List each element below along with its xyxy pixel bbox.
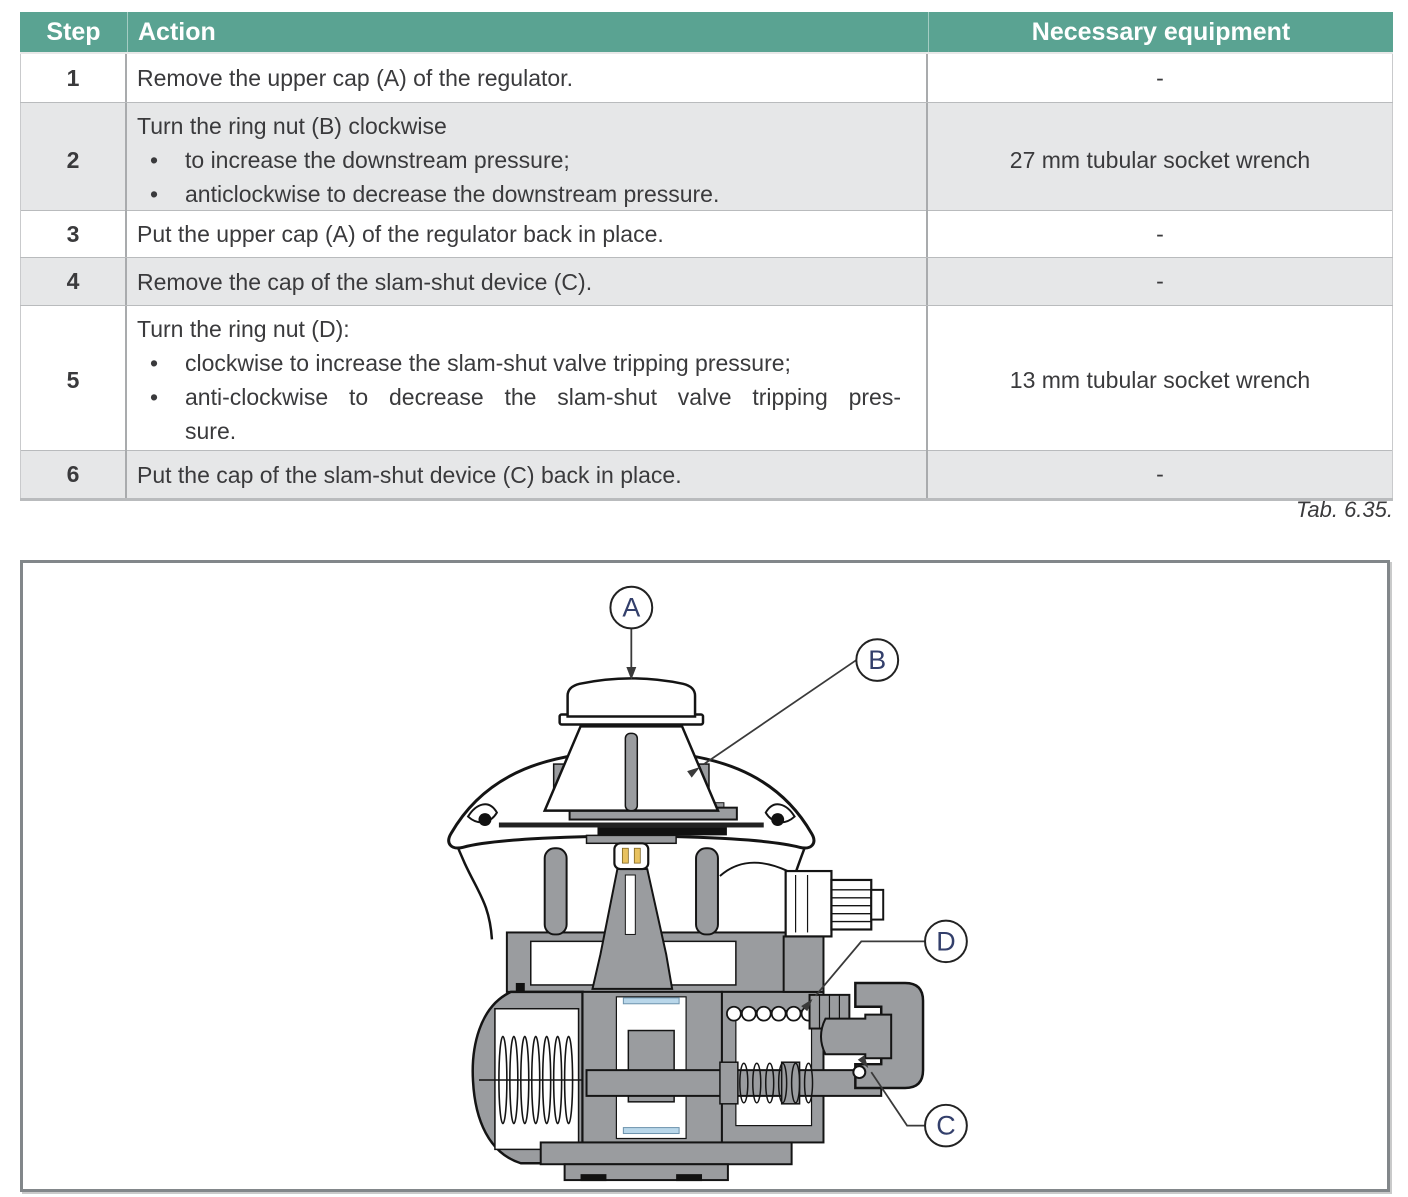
label-b: B [868,645,887,675]
seal-blue-bottom [623,1128,679,1134]
header-equipment: Necessary equipment [928,12,1393,52]
step-number: 5 [20,306,127,454]
equipment-cell: - [928,258,1393,305]
step-number: 2 [20,103,127,217]
regulator-drawing [449,678,923,1181]
action-cell [127,306,928,454]
bullet-icon [150,380,185,414]
bullet-icon [150,346,185,380]
callout-a [610,587,652,680]
equipment-cell: 27 mm tubular socket wrench [928,103,1393,217]
table-row [20,210,1393,257]
upper-cap [545,678,718,810]
step-number: 3 [20,211,127,257]
bullet-icon [150,143,185,177]
callout-b [687,639,898,777]
action-text: sure. [185,418,237,444]
table-body [20,52,1393,501]
action-text: anti-clockwise to decrease the slam-shut valve tripping pres- [185,384,901,410]
fixture-yellow-bar [622,848,628,863]
action-text: Put the cap of the slam-shut device (C) back in place. [137,461,682,488]
action-text: Turn the ring nut (B) clockwise [137,113,447,139]
procedure-table [20,12,1393,501]
action-text: clockwise to increase the slam-shut valve tripping pressure; [185,350,791,376]
table-row [20,450,1393,498]
action-cell [127,258,928,305]
table-row [20,257,1393,305]
action-text: Put the upper cap (A) of the regulator back in place. [137,221,664,247]
action-cell [127,211,928,257]
regulator-figure [20,560,1390,1192]
equipment-cell: - [928,451,1393,498]
table-header-row [20,12,1393,52]
bullet-icon [150,177,185,211]
action-cell [127,103,928,217]
table-row [20,305,1393,450]
equipment-cell: - [928,54,1393,102]
step-number: 1 [20,54,127,102]
action-text: anticlockwise to decrease the downstream pressure. [185,181,720,207]
action-cell [127,451,928,498]
action-cell [127,54,928,102]
table-row [20,102,1393,210]
action-text: Remove the cap of the slam-shut device (C). [137,268,593,295]
label-c: C [936,1110,956,1141]
step-number: 4 [20,258,127,305]
seal-blue-top [623,998,679,1004]
table-row [20,52,1393,102]
table-caption: Tab. 6.35. [1295,497,1393,522]
action-text: to increase the downstream pressure; [185,147,570,173]
action-text: Remove the upper cap (A) of the regulator. [137,65,573,91]
header-action: Action [127,12,928,52]
regulator-cross-section-diagram [23,563,1387,1189]
label-a: A [622,592,641,623]
equipment-cell: 13 mm tubular socket wrench [928,306,1393,454]
step-number: 6 [20,451,127,498]
label-d: D [936,926,956,957]
equipment-cell: - [928,211,1393,257]
action-text: Turn the ring nut (D): [137,316,350,342]
header-step: Step [46,17,101,46]
fixture-yellow-bar [634,848,640,863]
